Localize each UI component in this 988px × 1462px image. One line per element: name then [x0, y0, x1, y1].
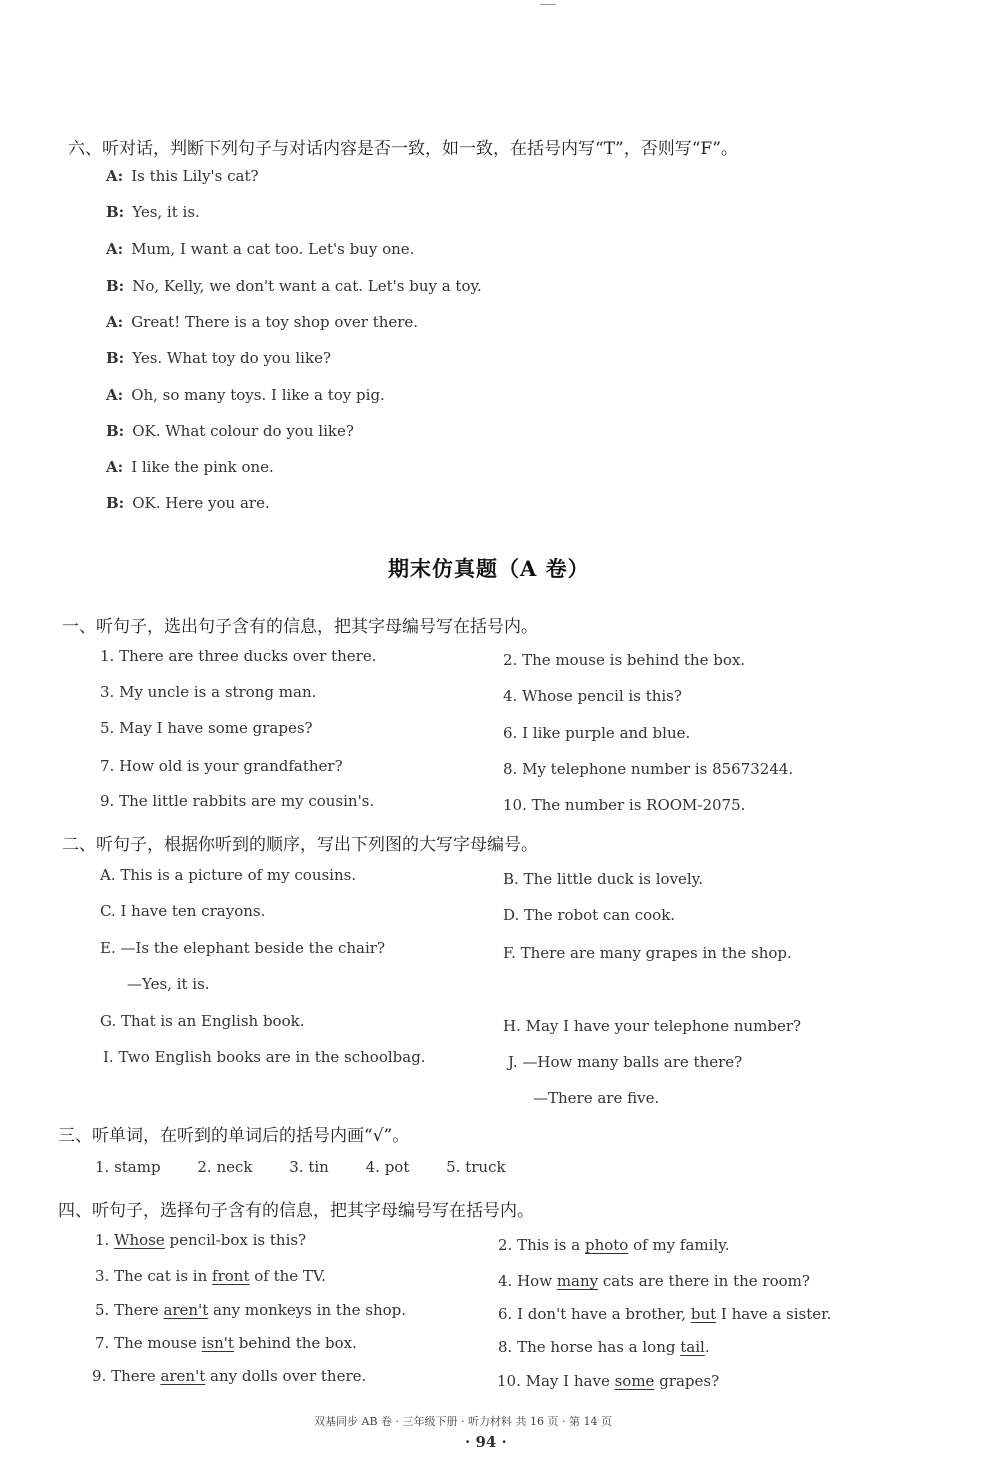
part-2-heading: 二、听句子，根据你听到的顺序，写出下列图的大写字母编号。	[62, 835, 538, 855]
part-2-item: C. I have ten crayons.	[100, 902, 266, 920]
dialogue-line	[106, 240, 414, 258]
underlined-word: but	[690, 1305, 717, 1323]
dialogue-text: Oh, so many toys. I like a toy pig.	[131, 386, 385, 404]
part-4-item	[498, 1305, 831, 1323]
part-1-item: 2. The mouse is behind the box.	[503, 651, 746, 669]
part-4-item	[498, 1338, 710, 1356]
dialogue-line	[106, 167, 259, 185]
underlined-word: aren't	[163, 1301, 209, 1319]
dialogue-text: Yes, it is.	[132, 203, 200, 221]
item-text: cats are there in the room?	[598, 1272, 810, 1290]
underlined-word: photo	[584, 1236, 629, 1254]
item-text: any monkeys in the shop.	[208, 1301, 407, 1319]
dialogue-line	[106, 313, 418, 331]
speaker-label: A:	[106, 240, 124, 258]
exam-title: 期末仿真题（A 卷）	[388, 556, 590, 581]
item-text: I have a sister.	[716, 1305, 832, 1323]
item-text: 9. There	[92, 1367, 161, 1385]
part-2-item: I. Two English books are in the schoolbag.	[103, 1048, 426, 1066]
dialogue-line	[106, 422, 354, 440]
item-text: grapes?	[654, 1372, 720, 1390]
item-text: 10. May I have	[497, 1372, 615, 1390]
word-item: 1. stamp	[95, 1158, 161, 1176]
dialogue-text: Mum, I want a cat too. Let's buy one.	[131, 240, 415, 258]
underlined-word: tail	[680, 1338, 705, 1356]
speaker-label: A:	[106, 458, 124, 476]
dialogue-line	[106, 494, 270, 512]
dialogue-text: Yes. What toy do you like?	[132, 349, 331, 367]
word-item: 2. neck	[197, 1158, 253, 1176]
item-text: .	[704, 1338, 710, 1356]
part-2-item: B. The little duck is lovely.	[503, 870, 703, 888]
item-text: 1.	[95, 1231, 115, 1249]
underlined-word: many	[556, 1272, 599, 1290]
part-2-item: A. This is a picture of my cousins.	[100, 866, 357, 884]
part-2-item: F. There are many grapes in the shop.	[503, 944, 792, 962]
dialogue-line	[106, 349, 331, 367]
part-4-item	[497, 1372, 719, 1390]
speaker-label: A:	[106, 313, 124, 331]
part-4-item	[498, 1272, 810, 1290]
part-2-item: E. —Is the elephant beside the chair?	[100, 939, 385, 957]
word-item: 4. pot	[365, 1158, 410, 1176]
part-1-item: 9. The little rabbits are my cousin's.	[100, 792, 375, 810]
item-text: 4. How	[498, 1272, 557, 1290]
item-text: of my family.	[628, 1236, 730, 1254]
underlined-word: Whose	[114, 1231, 165, 1249]
dialogue-text: OK. What colour do you like?	[132, 422, 354, 440]
part-1-item: 6. I like purple and blue.	[503, 724, 691, 742]
part-2-item: J. —How many balls are there?	[508, 1053, 743, 1071]
dialogue-text: Great! There is a toy shop over there.	[131, 313, 419, 331]
page-footer: 双基同步 AB 卷 · 三年级下册 · 听力材料 共 16 页 · 第 14 页	[314, 1415, 612, 1428]
part-4-item	[95, 1334, 357, 1352]
part-4-item	[95, 1231, 306, 1249]
speaker-label: B:	[106, 349, 125, 367]
part-1-heading: 一、听句子，选出句子含有的信息，把其字母编号写在括号内。	[62, 617, 538, 637]
speaker-label: B:	[106, 494, 125, 512]
item-text: pencil-box is this?	[164, 1231, 307, 1249]
part-4-item	[95, 1301, 406, 1319]
item-text: 2. This is a	[498, 1236, 585, 1254]
part-4-item	[95, 1267, 326, 1285]
part-4-heading: 四、听句子，选择句子含有的信息，把其字母编号写在括号内。	[58, 1201, 534, 1221]
word-item: 3. tin	[289, 1158, 329, 1176]
dialogue-line	[106, 458, 274, 476]
dialogue-line	[106, 386, 385, 404]
page-number: · 94 ·	[465, 1433, 507, 1451]
item-text: any dolls over there.	[205, 1367, 367, 1385]
dialogue-text: I like the pink one.	[131, 458, 274, 476]
item-text: behind the box.	[233, 1334, 357, 1352]
part-4-item	[498, 1236, 730, 1254]
dialogue-text: No, Kelly, we don't want a cat. Let's buy a toy.	[132, 277, 482, 295]
part-1-item: 5. May I have some grapes?	[100, 719, 313, 737]
part-3-word-list	[95, 1158, 538, 1176]
underlined-word: isn't	[201, 1334, 234, 1352]
item-text: 6. I don't have a brother,	[498, 1305, 691, 1323]
dialogue-text: OK. Here you are.	[132, 494, 270, 512]
section-6-heading: 六、听对话，判断下列句子与对话内容是否一致，如一致，在括号内写“T”，否则写“F”。	[68, 139, 738, 159]
part-2-item: G. That is an English book.	[100, 1012, 305, 1030]
part-1-item: 10. The number is ROOM-2075.	[503, 796, 746, 814]
part-3-heading: 三、听单词，在听到的单词后的括号内画“√”。	[58, 1126, 410, 1146]
item-text: 8. The horse has a long	[498, 1338, 681, 1356]
dialogue-line	[106, 203, 200, 221]
part-1-item: 3. My uncle is a strong man.	[100, 683, 317, 701]
item-text: 7. The mouse	[95, 1334, 202, 1352]
part-1-item: 4. Whose pencil is this?	[503, 687, 682, 705]
dialogue-text: Is this Lily's cat?	[131, 167, 259, 185]
item-text: of the TV.	[249, 1267, 326, 1285]
dialogue-line	[106, 277, 482, 295]
part-2-item: —Yes, it is.	[127, 975, 210, 993]
word-item: 5. truck	[446, 1158, 506, 1176]
speaker-label: B:	[106, 277, 125, 295]
speaker-label: A:	[106, 167, 124, 185]
item-text: 5. There	[95, 1301, 164, 1319]
speaker-label: B:	[106, 422, 125, 440]
part-2-item: D. The robot can cook.	[503, 906, 676, 924]
part-4-item	[92, 1367, 366, 1385]
item-text: 3. The cat is in	[95, 1267, 213, 1285]
part-1-item: 8. My telephone number is 85673244.	[503, 760, 794, 778]
underlined-word: front	[212, 1267, 250, 1285]
part-1-item: 1. There are three ducks over there.	[100, 647, 377, 665]
underlined-word: some	[614, 1372, 655, 1390]
speaker-label: B:	[106, 203, 125, 221]
scan-mark	[540, 4, 556, 5]
part-2-item: —There are five.	[533, 1089, 660, 1107]
part-1-item: 7. How old is your grandfather?	[100, 757, 343, 775]
part-2-item: H. May I have your telephone number?	[503, 1017, 802, 1035]
speaker-label: A:	[106, 386, 124, 404]
underlined-word: aren't	[160, 1367, 206, 1385]
